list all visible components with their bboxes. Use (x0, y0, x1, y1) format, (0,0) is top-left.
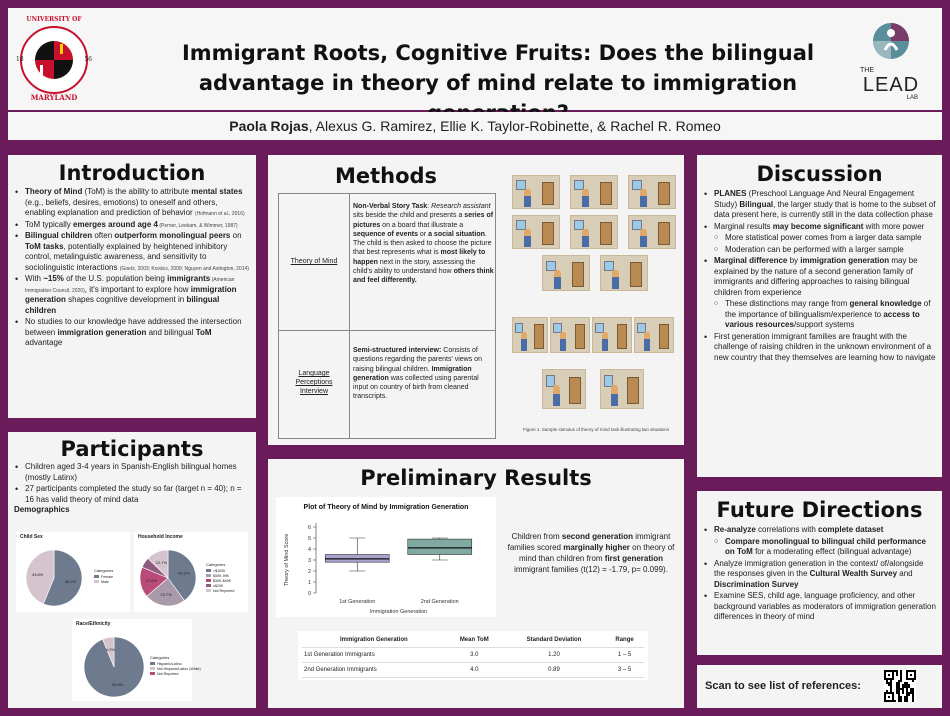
results-panel (268, 459, 684, 708)
household-income-title: Household Income (138, 534, 183, 540)
results-summary: Children from second generation immigrant families scored marginally higher on theory of mind than children from first generation immigrant families (t(12) = -1.79, p= 0.099). (507, 532, 675, 574)
y-tick-label: 4 (307, 547, 311, 553)
future-directions-panel (697, 491, 942, 655)
lead-lab-logo (854, 20, 928, 104)
intro-bullet-gap: • No studies to our knowledge have addressed the intersection between immigration generation and bilingual ToM advantage (14, 317, 250, 349)
future-sub-compare: ○ Compare monolingual to bilingual child performance on ToM for a moderating effect (bilingual advantage) (703, 537, 936, 558)
methods-interview-description: Semi-structured interview: Consists of questions regarding the parents' views on raising bilingual children. Immigration generation was collected using parental input on country of birth from cleaned transcripts. (353, 347, 482, 401)
references-panel (697, 665, 942, 708)
chart-title: Plot of Theory of Mind by Immigration Generation (303, 504, 469, 511)
participants-bullet-count: • 27 participants completed the study so far (target n = 40); n = 16 has valid theory of mind data (14, 484, 250, 505)
race-title: Race/Ethnicity (76, 621, 111, 627)
legend-swatch (150, 667, 155, 670)
table-cell: 1st Generation Immigrants (304, 652, 375, 658)
table-cell: 3.0 (470, 652, 479, 658)
discussion-bullet-planes: • PLANES (Preschool Language And Neural Engagement Study) Bilingual, the larger study that is home to the subset of data present here, is currently still in the data collection phase (703, 189, 936, 221)
umd-bottom-text: MARYLAND (30, 93, 78, 102)
story-picture (570, 215, 618, 249)
story-picture (570, 175, 618, 209)
results-title: Preliminary Results (360, 466, 592, 490)
story-picture (542, 255, 590, 291)
legend-title: Categories (150, 655, 170, 660)
results-table (298, 631, 648, 680)
discussion-sub-power: ○ More statistical power comes from a larger data sample (703, 233, 936, 244)
story-picture (512, 317, 548, 353)
boxplot-chart (276, 497, 496, 617)
child-sex-title: Child Sex (20, 534, 43, 540)
results-table-header (302, 633, 644, 648)
methods-panel (268, 155, 504, 445)
legend-entry: $30K-$49K (213, 579, 231, 583)
discussion-sub-moderation: ○ Moderation can be performed with a larger sample (703, 245, 936, 256)
household-income-chart (134, 532, 248, 612)
methods-tom-description: Non-Verbal Story Task: Research assistant sits beside the child and presents a series of pictures on a board that illustrate a sequence of events or a social situation. The child is then asked to choose the picture that best represents what is most likely to happen next in the story, assessing the child's ability to understand how others think and feel differently. (353, 203, 494, 285)
umd-year-left: 18 (16, 56, 24, 63)
demographics-label: Demographics (14, 505, 70, 514)
y-tick-label: 0 (307, 591, 311, 597)
participants-title: Participants (60, 437, 204, 461)
table-row (302, 648, 644, 663)
legend-entry: $50K-99K (213, 574, 229, 578)
lead-lab-emblem-icon (871, 20, 911, 62)
col-header: Standard Deviation (526, 637, 582, 643)
legend-entry: Male (101, 580, 109, 584)
household-income-pie (134, 542, 248, 612)
methods-title: Methods (334, 164, 438, 188)
child-sex-pie (16, 542, 130, 612)
table-cell: 2nd Generation Immigrants (304, 667, 377, 673)
authors-bar (8, 112, 942, 140)
first-author: Paola Rojas (229, 118, 309, 134)
legend-entry: Female (101, 575, 113, 579)
legend-swatch (150, 662, 155, 665)
introduction-list (14, 187, 250, 349)
legend-swatch (94, 575, 99, 578)
intro-bullet-age: • ToM typically emerges around age 4 (Perner, Leekam, & Wimmer, 1987) (14, 220, 250, 231)
umd-logo (14, 18, 94, 102)
lead-lab-the: THE (860, 67, 874, 74)
future-bullet-surveys: • Analyze immigration generation in the context/ of/alongside the responses given in the Cultural Wealth Survey and Discrimination Survey (703, 559, 936, 591)
future-bullet-reanalyze: • Re-analyze correlations with complete dataset (703, 525, 936, 536)
pie-label: 43.8% (31, 572, 44, 578)
discussion-bullet-marginal: • Marginal results may become significant with more power (703, 222, 936, 233)
stimulus-figure-panel (504, 155, 684, 445)
table-cell: 4.0 (470, 667, 479, 673)
legend-swatch (206, 569, 211, 572)
future-directions-title: Future Directions (716, 498, 923, 522)
box (408, 539, 472, 554)
methods-label-tom: Theory of Mind (290, 258, 338, 265)
x-tick-label: 1st Generation (339, 599, 376, 605)
methods-table (278, 193, 496, 439)
col-header: Range (615, 637, 634, 643)
y-tick-label: 6 (307, 525, 311, 531)
race-chart (72, 619, 201, 701)
pie-label: 56.2% (64, 578, 77, 584)
introduction-title: Introduction (58, 161, 206, 185)
legend-entry: Not Reported (157, 672, 179, 676)
pie-label: 17.6% (145, 578, 158, 584)
y-axis-label: Theory of Mind Score (284, 533, 290, 587)
story-picture (634, 317, 674, 353)
legend-swatch (206, 589, 211, 592)
story-picture (550, 317, 590, 353)
other-authors: , Alexus G. Ramirez, Ellie K. Taylor-Robinette, & Rachel R. Romeo (308, 118, 721, 134)
story-picture (512, 215, 560, 249)
legend-entry: ≤$20K (213, 584, 224, 588)
pie-label: 40.0% (178, 570, 190, 576)
story-picture (600, 255, 648, 291)
legend-entry: Hispanic/Latino (157, 662, 182, 666)
legend-entry: Not Reported (213, 589, 235, 593)
boxplot-figure (276, 497, 496, 617)
y-tick-label: 5 (307, 536, 311, 542)
x-tick-label: 2nd Generation (420, 599, 459, 605)
legend-swatch (206, 584, 211, 587)
pie-label: 93.8% (111, 682, 124, 688)
poster-title: Immigrant Roots, Cognitive Fruits: Does the bilingual advantage in theory of mind relate to immigration (181, 41, 815, 95)
legend-swatch (206, 574, 211, 577)
legend-title: Categories (206, 562, 226, 567)
participants-bullet-age: • Children aged 3-4 years in Spanish-English bilingual homes (mostly Latinx) (14, 462, 250, 483)
pie-label: 12.7% (155, 560, 168, 566)
story-picture (628, 215, 676, 249)
discussion-sub-distinctions: ○ These distinctions may range from general knowledge of the importance of bilingualism/experience to access to various resources/support systems (703, 299, 936, 331)
race-pie (72, 629, 201, 701)
discussion-title: Discussion (756, 162, 883, 186)
lead-lab-lab: LAB (906, 95, 918, 101)
poster-header (8, 8, 942, 110)
discussion-bullet-difference: • Marginal difference by immigration generation may be explained by the nature of a second generation family of immigrants and differing approaches to raising bilingual children from experience (703, 256, 936, 298)
table-row (302, 663, 644, 678)
pie-label: 23.7% (160, 592, 172, 598)
col-header: Mean ToM (459, 637, 489, 643)
intro-bullet-tom: • Theory of Mind (ToM) is the ability to attribute mental states (e.g., beliefs, desires, emotions) to oneself and others, enabling explanation and prediction of behavior (Hofmann et al., 2016) (14, 187, 250, 219)
legend-swatch (94, 580, 99, 583)
pie-label: 6.2% (105, 646, 116, 652)
story-picture (542, 369, 586, 409)
table-cell: 1 – 5 (617, 652, 632, 658)
qr-code-icon[interactable] (884, 670, 916, 702)
umd-year-right: 56 (84, 56, 92, 63)
legend-entry: Not Hispanic/Latino (White) (157, 667, 201, 671)
y-tick-label: 1 (307, 580, 311, 586)
intro-bullet-bilingual: • Bilingual children often outperform monolingual peers on ToM tasks, potentially explained by heightened inhibitory control, metalinguistic awareness, and sensitivity to sociolinguistic interactions (Goetz, 2003; Kovács, 2009; Nguyen and Astington, 2014) (14, 231, 250, 273)
story-picture (628, 175, 676, 209)
y-tick-label: 3 (307, 558, 311, 564)
lead-lab-lead: LEAD (862, 74, 920, 96)
legend-swatch (206, 579, 211, 582)
future-bullet-examine: • Examine SES, child age, language proficiency, and other background variables as moderators of immigration generation differences in theory of mind (703, 591, 936, 623)
methods-label-interview: Language Perceptions Interview (295, 370, 333, 395)
x-axis-label: Immigration Generation (369, 609, 428, 615)
table-cell: 0.89 (548, 667, 560, 673)
col-header: Immigration Generation (339, 637, 408, 643)
legend-swatch (150, 672, 155, 675)
references-label: Scan to see list of references: (705, 680, 861, 692)
stimulus-caption: Figure 1. Sample stimulus of theory of mind task illustrating two situations (522, 427, 670, 432)
legend-title: Categories (94, 568, 114, 573)
introduction-panel (8, 155, 256, 418)
discussion-bullet-first-gen: • First generation immigrant families are fraught with the challenge of raising children in the unknown environment of a new country that they themselves are learning how to navigate (703, 332, 936, 364)
story-picture (592, 317, 632, 353)
table-cell: 3 – 5 (617, 667, 632, 673)
table-cell: 1.20 (548, 652, 560, 658)
participants-panel (8, 432, 256, 708)
umd-top-text: UNIVERSITY OF (26, 16, 82, 23)
story-picture (600, 369, 644, 409)
legend-entry: >$100K (213, 569, 226, 573)
y-tick-label: 2 (307, 569, 311, 575)
discussion-panel (697, 155, 942, 477)
intro-bullet-immigrants: • With ~15% of the U.S. population being immigrants (American Immigration Council, 2020), it's important to explore how immigration generation shapes cognitive development in bilingual children (14, 274, 250, 316)
child-sex-chart (16, 532, 130, 612)
story-picture (512, 175, 560, 209)
